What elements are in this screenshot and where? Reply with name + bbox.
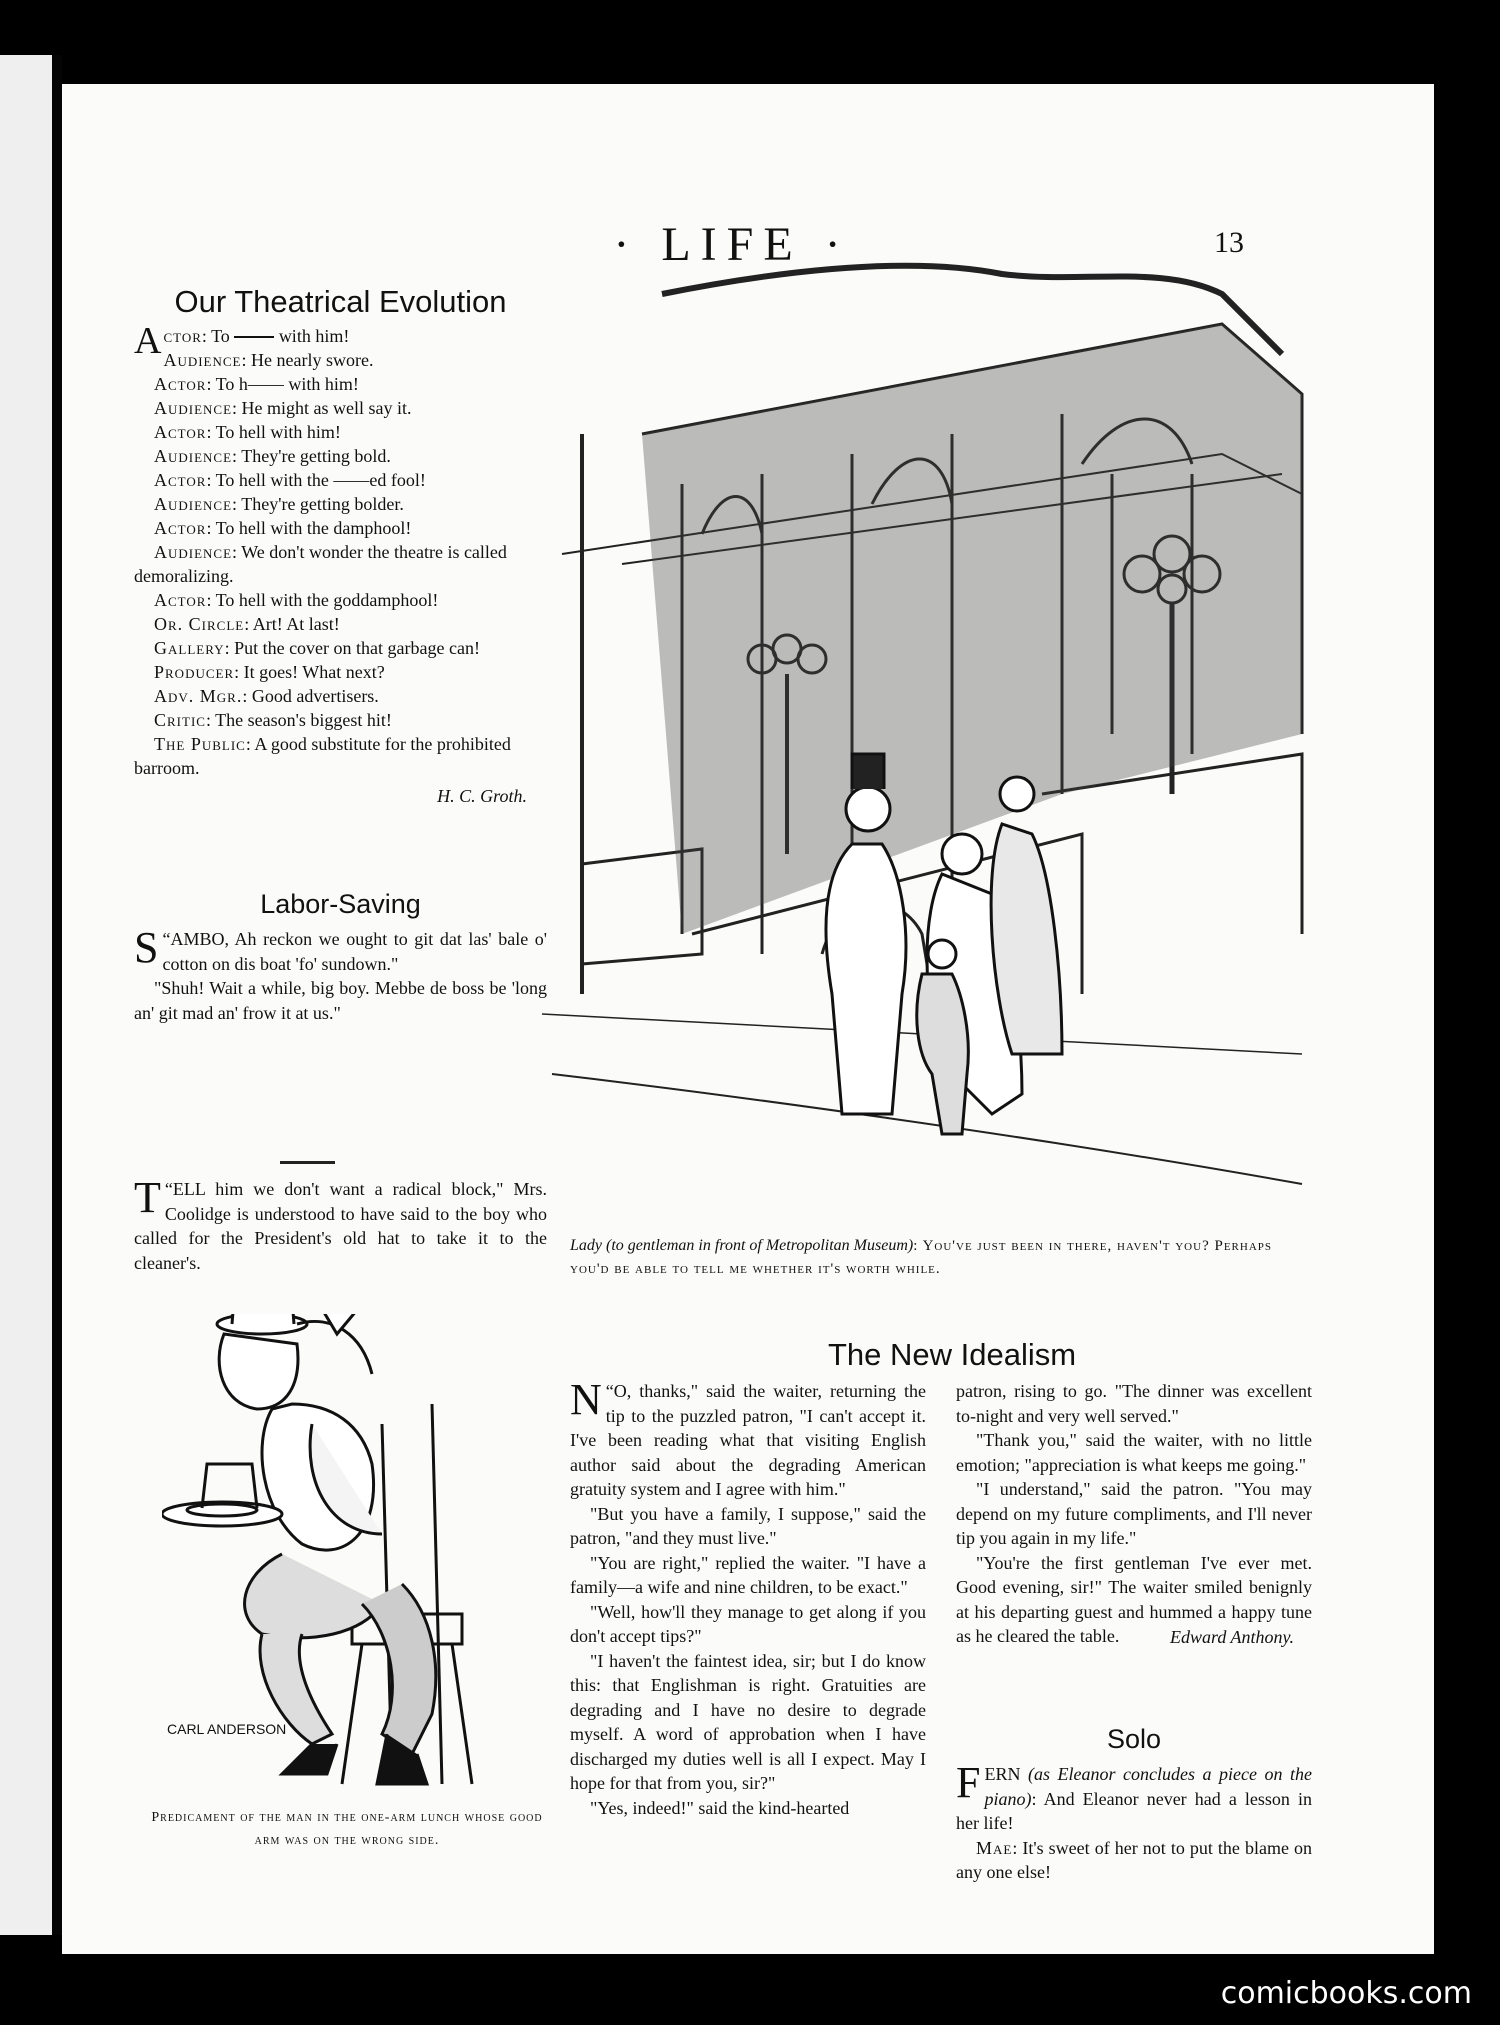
- page-gutter-shadow: [52, 55, 62, 1935]
- line-text: : To hell with the damphool!: [206, 518, 412, 538]
- speaker: Producer: [154, 662, 235, 682]
- line-text: : They're getting bold.: [232, 446, 391, 466]
- article-title-solo: Solo: [1106, 1724, 1162, 1754]
- coolidge-paragraph: “ T ELL him we don't want a radical block," Mrs. Coolidge is understood to have said to the boy who called for the President's old hat to take it to the cleaner's.: [134, 1173, 547, 1273]
- page-number: 13: [1214, 226, 1244, 259]
- drop-cap: F: [956, 1758, 981, 1807]
- line-text: : To hell with the goddamphool!: [206, 590, 439, 610]
- dialogue-line: [134, 636, 547, 660]
- speaker: Audience: [154, 542, 233, 562]
- line-text: : They're getting bolder.: [232, 494, 404, 514]
- author-signature: Edward Anthony.: [1169, 1626, 1294, 1647]
- dialogue-line: [134, 708, 547, 732]
- dialogue-line: [134, 612, 547, 636]
- cartoonist-signature: CARL ANDERSON: [167, 1721, 287, 1737]
- line-text: : Put the cover on that garbage can!: [224, 638, 480, 658]
- dialogue-line: [134, 468, 547, 492]
- small-cartoon-caption: Predicament of the man in the one-arm lunch whose good arm was on the wrong side.: [151, 1810, 543, 1848]
- idealism-column-2: [956, 1379, 1312, 1649]
- dialogue-line: [134, 396, 547, 420]
- caption-speaker: Lady (to gentleman in front of Metropolitan Museum): [570, 1237, 914, 1254]
- paragraph: "Thank you," said the waiter, with no little emotion; "appreciation is what keeps me going.": [956, 1430, 1312, 1475]
- dialogue-line: [134, 660, 547, 684]
- speaker: Audience: [154, 398, 233, 418]
- dialogue-line: [134, 588, 547, 612]
- line-text: : Art! At last!: [244, 614, 340, 634]
- speaker: Audience: [154, 494, 233, 514]
- paragraph: “ S AMBO, Ah reckon we ought to git dat las' bale o' cotton on dis boat 'fo' sundown.": [134, 923, 547, 974]
- caption-text: : You've just been in there, haven't you? Perhaps you'd be able to tell me whether it's worth while.: [570, 1238, 1273, 1277]
- speaker: Or. Circle: [154, 614, 245, 634]
- author-signature: H. C. Groth.: [437, 786, 527, 806]
- dialogue-line: [134, 420, 547, 444]
- paragraph: FERN (as Eleanor concludes a piece on the piano): And Eleanor never had a lesson in her life!: [956, 1758, 1313, 1833]
- drop-cap: N: [570, 1375, 602, 1424]
- speaker: Actor: [154, 470, 207, 490]
- paragraph: "You are right," replied the waiter. "I have a family—a wife and nine children, to be exact.": [570, 1552, 926, 1597]
- line-text: : To h—— with him!: [206, 374, 359, 394]
- speaker: Gallery: [154, 638, 225, 658]
- speaker: Actor: [154, 422, 207, 442]
- line-text: : A good substitute for the prohibited barroom.: [134, 734, 511, 778]
- line-text: : He might as well say it.: [232, 398, 412, 418]
- magazine-page: [62, 84, 1434, 1954]
- speaker: Actor: [154, 590, 207, 610]
- drop-cap: A: [134, 320, 162, 362]
- paragraph: "Yes, indeed!" said the kind-hearted: [590, 1797, 850, 1818]
- metropolitan-museum-cartoon: [522, 234, 1322, 1234]
- dialogue-line: [134, 516, 547, 540]
- line-text: : We don't wonder the theatre is called demoralizing.: [134, 542, 507, 586]
- dialogue-line: [134, 732, 547, 780]
- line-text: : He nearly swore.: [241, 350, 374, 370]
- theatrical-dialogue: [134, 320, 547, 808]
- speaker: Adv. Mgr.: [154, 686, 243, 706]
- paragraph: "You're the first gentleman I've ever met. Good evening, sir!" The waiter smiled benignly at his departing guest and hummed a happy tune as he cleared the table.: [956, 1552, 1312, 1646]
- article-title-labor: Labor-Saving: [260, 889, 421, 919]
- dialogue-line: [134, 540, 547, 588]
- speaker: Actor: [154, 518, 207, 538]
- dialogue-line: [134, 348, 547, 372]
- paragraph: patron, rising to go. "The dinner was excellent to-night and very well served.": [956, 1381, 1312, 1426]
- speaker: Actor: [154, 374, 207, 394]
- paragraph: "But you have a family, I suppose," said the patron, "and they must live.": [570, 1503, 926, 1548]
- main-cartoon-caption: [570, 1234, 1312, 1281]
- line-text: : To hell with the ——ed fool!: [206, 470, 426, 490]
- site-watermark[interactable]: comicbooks.com: [1220, 1976, 1472, 2011]
- solo-text: [956, 1758, 1313, 1885]
- dialogue-list: [134, 348, 547, 780]
- dialogue-line: [134, 372, 547, 396]
- drop-cap: T: [134, 1173, 161, 1222]
- idealism-column-1: [570, 1375, 926, 1820]
- dialogue-line: [134, 444, 547, 468]
- dialogue-line: [134, 684, 547, 708]
- speaker: The Public: [154, 734, 246, 754]
- paragraph: "I haven't the faintest idea, sir; but I do know this: that Englishman is right. Gratuities are degrading and I have no desire to degrade myself. A word of approbation when I have discharged my duties well is all I expect. May I hope for that from you, sir?": [570, 1650, 926, 1793]
- paragraph: “ N O, thanks," said the waiter, returning the tip to the puzzled patron, "I can't accept it. I've been reading what that visiting English author said about the degrading American gratuity system and I agree with him.": [570, 1375, 926, 1499]
- line-text: : It goes! What next?: [234, 662, 385, 682]
- speaker: Audience: [154, 446, 233, 466]
- line-text: : To hell with him!: [206, 422, 341, 442]
- adjacent-page-edge: [0, 55, 52, 1935]
- one-arm-lunch-cartoon: [162, 1314, 562, 1794]
- labor-saving-text: [134, 923, 547, 1025]
- line-text: : The season's biggest hit!: [205, 710, 392, 730]
- speaker: ctor: [163, 326, 202, 346]
- article-title-theatrical: Our Theatrical Evolution: [174, 284, 507, 319]
- article-title-idealism: The New Idealism: [827, 1337, 1077, 1372]
- magazine-title: · LIFE ·: [613, 218, 851, 271]
- paragraph: "Shuh! Wait a while, big boy. Mebbe de boss be 'long an' git mad an' frow it at us.": [134, 978, 547, 1023]
- dialogue-line: [134, 492, 547, 516]
- line-text: : To with him!: [201, 326, 350, 346]
- paragraph: "Well, how'll they manage to get along if you don't accept tips?": [570, 1601, 926, 1646]
- line-text: : Good advertisers.: [242, 686, 379, 706]
- speaker: Audience: [163, 350, 242, 370]
- drop-cap: S: [134, 923, 159, 972]
- paragraph: "I understand," said the patron. "You may depend on my future compliments, and I'll never tip you again in my life.": [956, 1479, 1312, 1548]
- section-divider: [280, 1161, 335, 1164]
- speaker: Critic: [154, 710, 206, 730]
- paragraph: Mae: It's sweet of her not to put the blame on any one else!: [956, 1837, 1312, 1882]
